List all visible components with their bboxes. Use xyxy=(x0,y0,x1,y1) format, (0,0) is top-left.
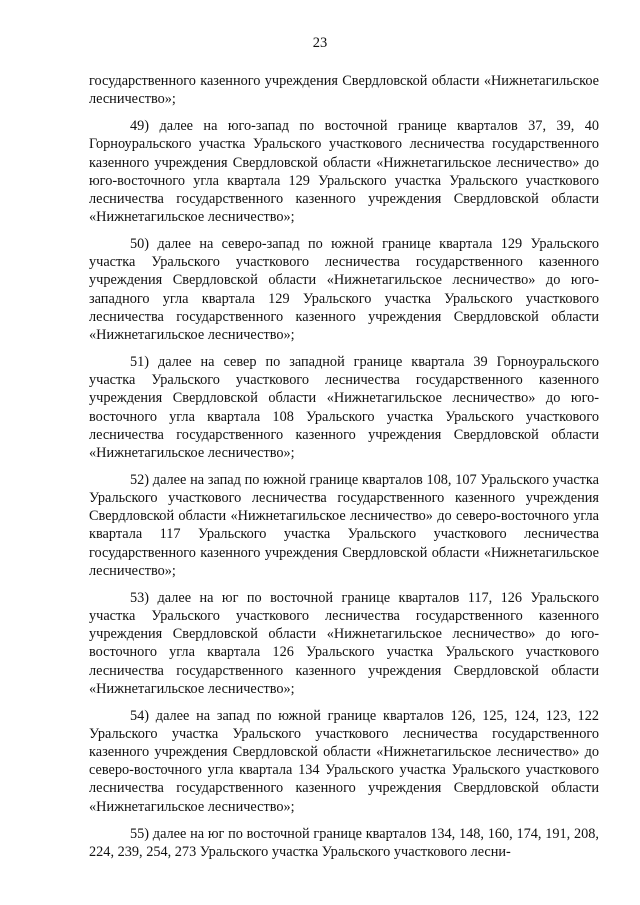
paragraph-item-54: 54) далее на запад по южной границе кварталов 126, 125, 124, 123, 122 Уральского участка Уральского участкового лесничества государственного казенного учреждения Свердловской области «Нижнетагильское лесничество» до северо-восточного угла квартала 134 Уральского участка Уральского участкового лесничества государственного казенного учреждения Свердловской области «Нижнетагильское лесничество»; xyxy=(89,707,599,815)
paragraph-item-50: 50) далее на северо-запад по южной границе квартала 129 Уральского участка Уральского участкового лесничества государственного казенного учреждения Свердловской области «Нижнетагильское лесничество» до юго-западного угла квартала 129 Уральского участка Уральского участкового лесничества государственного казенного учреждения Свердловской области «Нижнетагильское лесничество»; xyxy=(89,236,599,344)
paragraph-item-52: 52) далее на запад по южной границе кварталов 108, 107 Уральского участка Уральского участкового лесничества государственного казенного учреждения Свердловской области «Нижнетагильское лесничество» до северо-восточного угла квартала 117 Уральского участка Уральского участкового лесничества государственного казенного учреждения Свердловской области «Нижнетагильское лесничество»; xyxy=(89,471,599,579)
paragraph-continuation: государственного казенного учреждения Свердловской области «Нижнетагильское лесничество»; xyxy=(89,73,599,108)
paragraph-item-53: 53) далее на юг по восточной границе кварталов 117, 126 Уральского участка Уральского участкового лесничества государственного казенного учреждения Свердловской области «Нижнетагильское лесничество» до юго-восточного угла квартала 126 Уральского участка Уральского участкового лесничества государственного казенного учреждения Свердловской области «Нижнетагильское лесничество»; xyxy=(89,589,599,697)
paragraph-item-55: 55) далее на юг по восточной границе кварталов 134, 148, 160, 174, 191, 208, 224, 239, 254, 273 Уральского участка Уральского участкового лесни- xyxy=(89,825,599,860)
paragraph-item-51: 51) далее на север по западной границе квартала 39 Горноуральского участка Уральского участкового лесничества государственного казенного учреждения Свердловской области «Нижнетагильское лесничество» до юго-восточного угла квартала 108 Уральского участка Уральского участкового лесничества государственного казенного учреждения Свердловской области «Нижнетагильское лесничество»; xyxy=(89,353,599,461)
paragraph-item-49: 49) далее на юго-запад по восточной границе кварталов 37, 39, 40 Горноуральского участка Уральского участкового лесничества государственного казенного учреждения Свердловской области «Нижнетагильское лесничество» до юго-восточного угла квартала 129 Уральского участка Уральского участкового лесничества государственного казенного учреждения Свердловской области «Нижнетагильское лесничество»; xyxy=(89,118,599,226)
page-number: 23 xyxy=(312,35,328,51)
document-body xyxy=(89,72,599,870)
